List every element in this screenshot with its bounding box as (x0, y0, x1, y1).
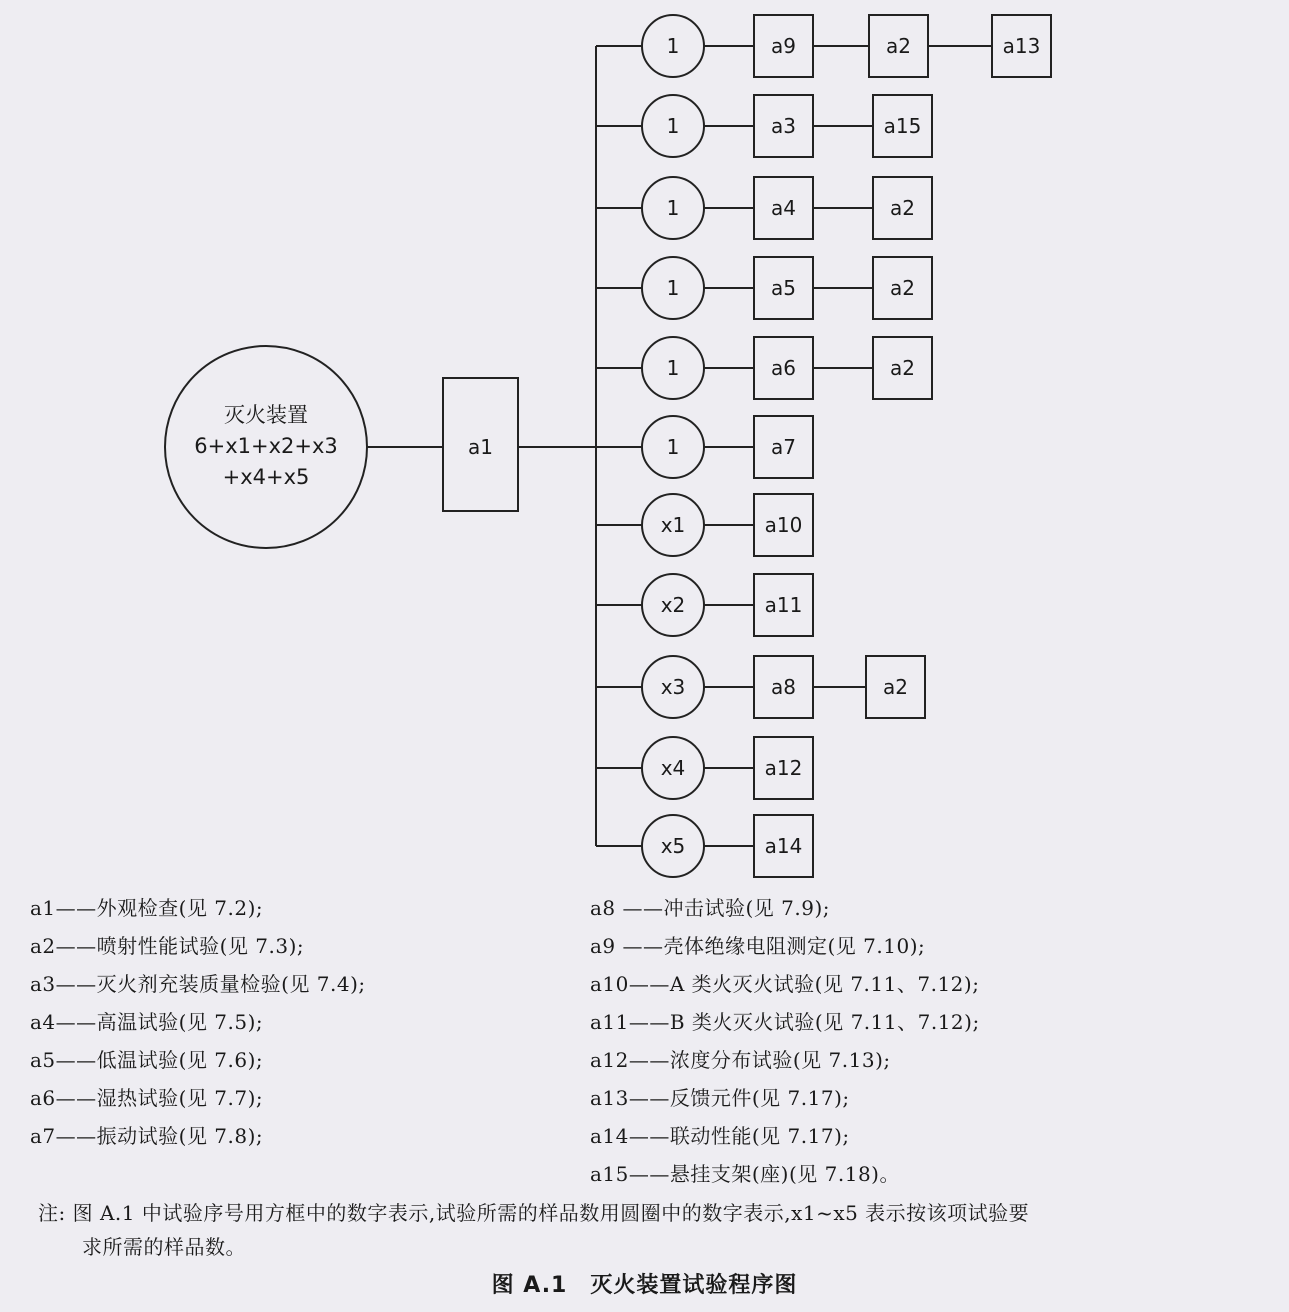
sample-count-label-row-2: 1 (666, 114, 680, 138)
legend-item: a15——悬挂支架(座)(见 7.18)。 (590, 1162, 900, 1186)
sample-count-label-row-10: x4 (660, 756, 686, 780)
sample-count-label-row-3: 1 (666, 196, 680, 220)
test-box-label-row-6-1: a7 (771, 435, 796, 459)
legend-item: a8 ——冲击试验(见 7.9); (590, 896, 831, 920)
sample-count-label-row-7: x1 (660, 513, 686, 537)
legend-item: a14——联动性能(见 7.17); (590, 1124, 850, 1148)
note-text-line1: 图 A.1 中试验序号用方框中的数字表示,试验所需的样品数用圆圈中的数字表示,x1~x5 表示按该项试验要 (72, 1201, 1030, 1225)
main-circle-label-2: 6+x1+x2+x3 (194, 434, 338, 458)
sample-count-label-row-9: x3 (660, 675, 686, 699)
legend-item: a12——浓度分布试验(见 7.13); (590, 1048, 891, 1072)
main-circle-label-3: +x4+x5 (222, 465, 310, 489)
test-box-label-row-2-1: a3 (771, 114, 796, 138)
legend-item: a2——喷射性能试验(见 7.3); (30, 934, 305, 958)
legend-item: a9 ——壳体绝缘电阻测定(见 7.10); (590, 934, 926, 958)
legend-item: a7——振动试验(见 7.8); (30, 1124, 264, 1148)
test-box-label-row-5-1: a6 (771, 356, 796, 380)
test-box-label-row-1-1: a9 (771, 34, 796, 58)
test-box-label-row-3-1: a4 (771, 196, 796, 220)
sample-count-label-row-8: x2 (660, 593, 686, 617)
test-box-label-row-2-2: a15 (883, 114, 922, 138)
note-text-line2: 求所需的样品数。 (82, 1235, 246, 1259)
sample-count-label-row-5: 1 (666, 356, 680, 380)
test-box-label-row-5-2: a2 (890, 356, 915, 380)
figure-caption: 图 A.1 灭火装置试验程序图 (491, 1273, 798, 1298)
legend-item: a5——低温试验(见 7.6); (30, 1048, 264, 1072)
legend-item: a3——灭火剂充装质量检验(见 7.4); (30, 972, 366, 996)
test-box-label-row-4-2: a2 (890, 276, 915, 300)
test-box-label-row-7-1: a10 (764, 513, 803, 537)
legend-item: a4——高温试验(见 7.5); (30, 1010, 264, 1034)
test-box-label-row-9-1: a8 (771, 675, 796, 699)
legend-item: a10——A 类火灭火试验(见 7.11、7.12); (590, 972, 980, 996)
test-box-label-row-3-2: a2 (890, 196, 915, 220)
test-box-label-row-4-1: a5 (771, 276, 796, 300)
legend-item: a1——外观检查(见 7.2); (30, 896, 264, 920)
sample-count-label-row-1: 1 (666, 34, 680, 58)
sample-count-label-row-6: 1 (666, 435, 680, 459)
box-a1-label: a1 (468, 435, 493, 459)
note-label: 注: (38, 1201, 66, 1225)
legend-item: a11——B 类火灭火试验(见 7.11、7.12); (590, 1010, 980, 1034)
test-box-label-row-1-3: a13 (1002, 34, 1041, 58)
legend-item: a6——湿热试验(见 7.7); (30, 1086, 264, 1110)
sample-count-label-row-4: 1 (666, 276, 680, 300)
test-box-label-row-11-1: a14 (764, 834, 803, 858)
test-box-label-row-1-2: a2 (886, 34, 911, 58)
legend-item: a13——反馈元件(见 7.17); (590, 1086, 850, 1110)
main-circle-label-1: 灭火装置 (224, 403, 308, 427)
test-box-label-row-10-1: a12 (764, 756, 803, 780)
note (38, 1196, 1278, 1264)
test-box-label-row-8-1: a11 (764, 593, 803, 617)
sample-count-label-row-11: x5 (660, 834, 686, 858)
test-box-label-row-9-2: a2 (883, 675, 908, 699)
